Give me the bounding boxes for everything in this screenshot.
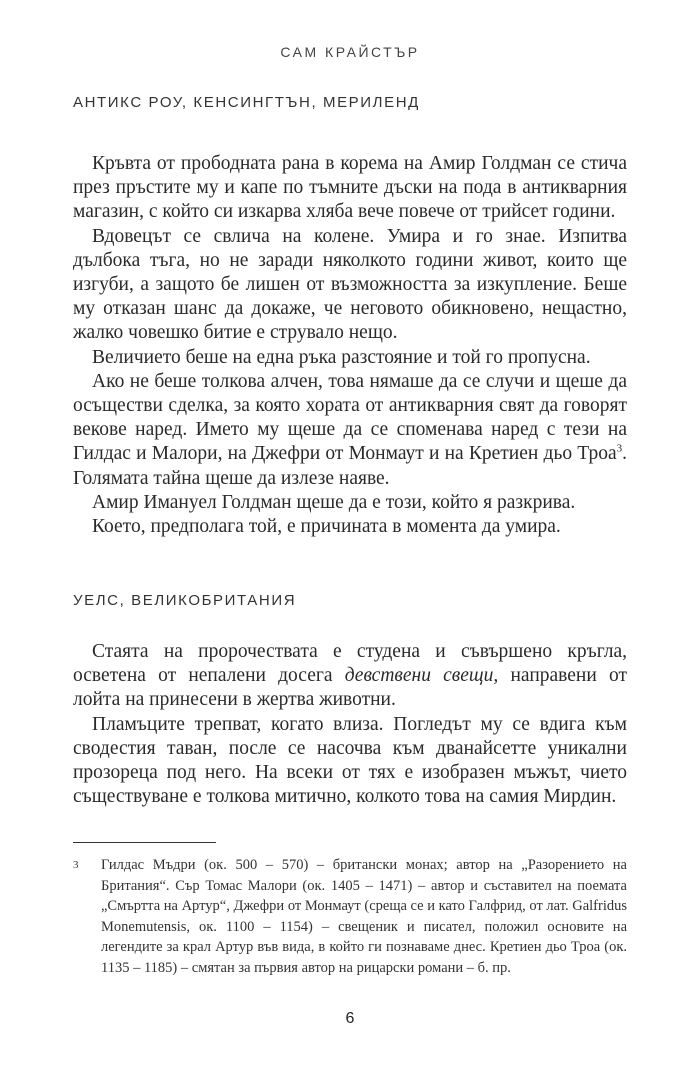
footnote-number: 3 <box>73 859 79 871</box>
section-heading-2: УЕЛС, ВЕЛИКОБРИТАНИЯ <box>73 592 297 609</box>
paragraph-text: Стаята на пророчествата е студена и съвършено кръгла, осветена от непалени досега <box>73 641 627 687</box>
footnote-ref[interactable]: 3 <box>616 442 623 455</box>
paragraph: Величието беше на една ръка разстояние и той го пропусна. <box>92 346 591 368</box>
running-head: САМ КРАЙСТЪР <box>280 44 420 60</box>
paragraph: Кръвта от прободната рана в корема на Амир Голдман се стича през пръстите му и капе по тъмните дъски на пода в антикварния магазин, с който си изкарва хляба вече повече от трийсет години. <box>73 153 627 223</box>
paragraph <box>73 370 627 491</box>
paragraph <box>73 640 627 713</box>
section-1-body <box>73 152 627 539</box>
paragraph-text: Ако не беше толкова алчен, това нямаше да се случи и щеше да осъществи сделка, за която хората от антикварния свят да говорят векове наред. Името му щеше да се споменава наред с тези на Гилдас и Малори, на Джефри от Монмаут и на Кретиен дьо Троа <box>73 370 627 465</box>
paragraph: Което, предполага той, е причината в момента да умира. <box>92 516 561 538</box>
paragraph: Вдовецът се свлича на колене. Умира и го знае. Изпитва дълбока тъга, но не заради няколкото години живот, които ще изгуби, а защото бе лишен от възможността за изкупление. Беше му отказан шанс да докаже, че неговото обикновено, нещастно, жалко човешко битие е струвало нещо. <box>73 225 627 344</box>
section-2-body <box>73 640 627 809</box>
footnote <box>73 855 627 978</box>
page-number: 6 <box>345 1010 355 1027</box>
paragraph-text: направени от лойта на принесени в жертва животни. <box>73 665 627 711</box>
paragraph: Пламъците трепват, когато влиза. Погледът му се вдига към сводестия таван, после се насочва към дванайсетте уникални прозореца под него. На всеки от тях е изобразен мъжът, чието съществуване е толкова митично, колкото това на самия Мирдин. <box>73 713 627 808</box>
italic-text: девствени свещи, <box>344 665 499 687</box>
footnote-divider <box>73 842 216 843</box>
footnote-text: Гилдас Мъдри (ок. 500 – 570) – британски монах; автор на „Разорението на Британия“. Сър Томас Малори (ок. 1405 – 1471) – автор и съставител на поемата „Смъртта на Артур“, Джефри от Монмаут (среща се и като Галфрид, от лат. Galfridus Monemutensis, ок. 1100 – 1154) – свещеник и писател, положил основите на легендите за крал Артур във вида, в който ги познаваме днес. Кретиен дьо Троа (ок. 1135 – 1185) – смятан за първия автор на рицарски романи – б. пр. <box>101 857 627 976</box>
paragraph: Амир Имануел Голдман щеше да е този, който я разкрива. <box>92 491 576 513</box>
paragraph-text: . Голямата тайна щеше да излезе наяве. <box>73 443 627 489</box>
section-heading-1: АНТИКС РОУ, КЕНСИНГТЪН, МЕРИЛЕНД <box>73 94 420 111</box>
